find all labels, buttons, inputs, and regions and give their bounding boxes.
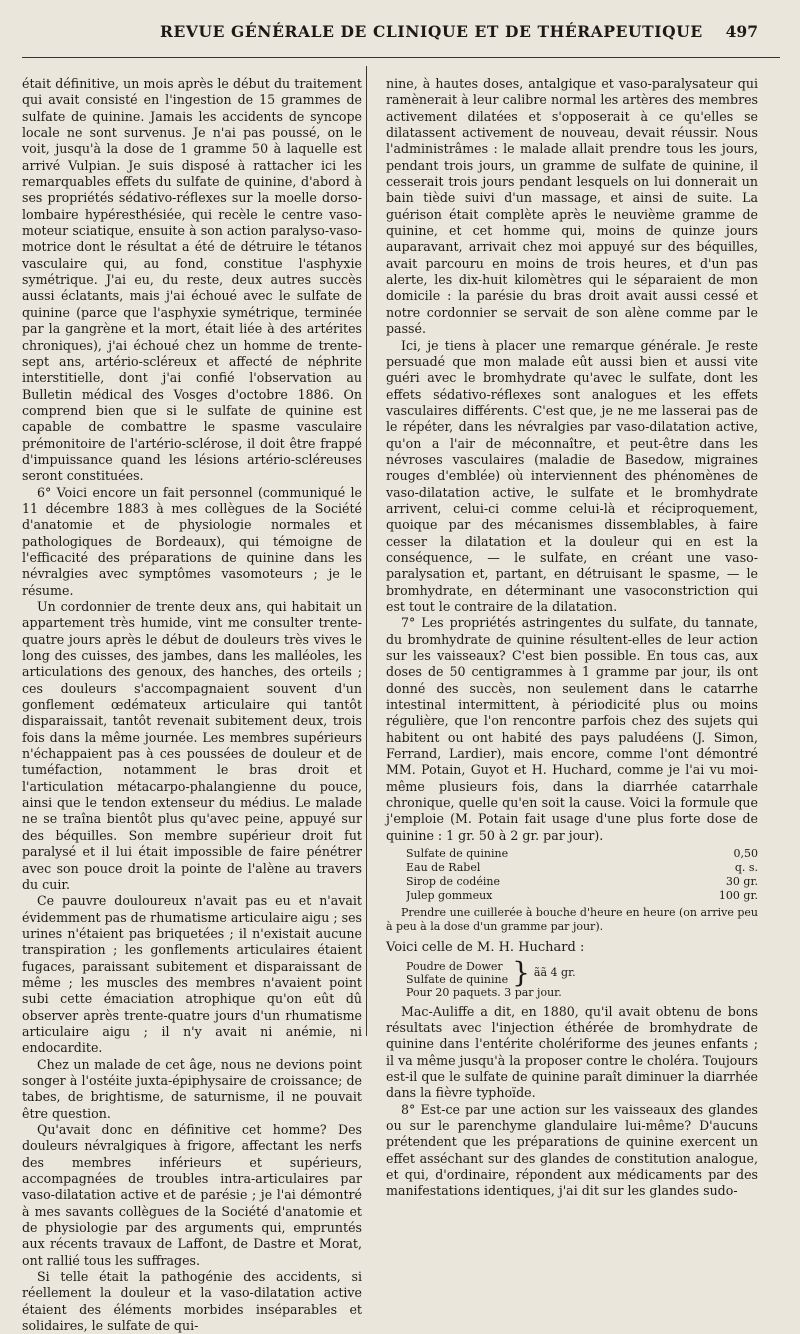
formula-note: Prendre une cuillerée à bouche d'heure en heure (on arrive peu à peu à la dose d'un gramme par jour). bbox=[386, 906, 758, 934]
paragraph: Qu'avait donc en définitive cet homme? Des douleurs névralgiques à frigore, affectant les nerfs des membres inférieurs et supérieurs, accompagnées de troubles intra-articulaires par vaso-dilatation active et de parésie ; je l'ai démontré à mes savants collègues de la Société d'anatomie et de physiologie par des arguments qui, empruntés aux récents travaux de Laffont, de Dastre et Morat, ont rallié tous les suffrages. bbox=[22, 1122, 362, 1268]
paragraph: Mac-Auliffe a dit, en 1880, qu'il avait obtenu de bons résultats avec l'injection éthérée de bromhydrate de quinine dans l'entérite cholériforme des jeunes enfants ; il va même jusqu'à la proposer contre le choléra. Toujours est-il que le sulfate de quinine paraît diminuer la diarrhée dans la fièvre typhoïde. bbox=[386, 1003, 758, 1101]
huchard-note: Pour 20 paquets. 3 par jour. bbox=[406, 985, 562, 999]
paragraph: était définitive, un mois après le début du traitement qui avait consisté en l'ingestion de 15 grammes de sulfate de quinine. Jamais les accidents de syncope locale ne sont survenus. Je n'ai pas poussé, on le voit, jusqu'à la dose de 1 gramme 50 à laquelle est arrivé Vulpian. Je suis disposé à rattacher ici les remarquables effets du sulfate de quinine, d'abord à ses propriétés sédativo-réflexes sur la moelle dorso-lombaire hypéresthésiée, qui recèle le centre vaso-moteur sciatique, ensuite à son action paralyso-vaso-motrice dont le résultat a été de détruire le tétanos vasculaire qui, au fond, constitue l'asphyxie symétrique. J'ai eu, du reste, deux autres succès aussi éclatants, mais j'ai échoué avec le sulfate de quinine (parce que l'asphyxie symétrique, terminée par la gangrène et la mort, était liée à des artérites chroniques), j'ai échoué chez un homme de trente-sept ans, artério-scléreux et affecté de néphrite interstitielle, dont j'ai confié l'observation au Bulletin médical des Vosges d'octobre 1886. On comprend bien que si le sulfate de quinine est capable de combattre le spasme vasculaire prémonitoire de l'artério-sclérose, il doit être frappé d'impuissance quand les lésions artério-scléreuses seront constituées. bbox=[22, 76, 362, 484]
paragraph: 8° Est-ce par une action sur les vaisseaux des glandes ou sur le parenchyme glandulaire lui-même? D'aucuns prétendent que les préparations de quinine exercent un effet asséchant sur des glandes de constitution analogue, et qui, d'ordinaire, répondent aux médicaments par des manifestations identiques, j'ai dit sur les glandes sudo- bbox=[386, 1101, 758, 1199]
formula-amount: 100 gr. bbox=[718, 889, 758, 903]
column-divider bbox=[366, 66, 367, 1036]
paragraph: Ici, je tiens à placer une remarque générale. Je reste persuadé que mon malade eût aussi bien et aussi vite guéri avec le bromhydrate qu'avec le sulfate, dont les effets sédativo-réflexes sont analogues et les effets vasculaires différents. C'est que, je ne me lasserai pas de le répéter, dans les névralgies par vaso-dilatation active, qu'on a l'air de méconnaître, et peut-être dans les névroses vasculaires (maladie de Basedow, migraines rouges d'emblée) où interviennent des phénomènes de vaso-dilatation active, le sulfate et le bromhydrate arrivent, celui-ci comme celui-là et réciproquement, quoique par des mécanismes dissemblables, à faire cesser la dilatation et la douleur qui en est la conséquence, — le sulfate, en créant une vaso-paralysation et, partant, en détruisant le spasme, — le bromhydrate, en déterminant une vasoconstriction qui est tout le contraire de la dilatation. bbox=[386, 337, 758, 614]
paragraph: Ce pauvre douloureux n'avait pas eu et n'avait évidemment pas de rhumatisme articulaire aigu ; ses urines n'étaient pas briquetées ; il n'existait aucune transpiration ; les gonflements articulaires étaient fugaces, paraissant subitement et disparaissant de même ; les muscles des membres n'avaient point subi cette émaciation atrophique qu'on eût dû observer après trente-quatre jours d'un rhumatisme articulaire aigu ; il n'y avait ni anémie, ni endocardite. bbox=[22, 893, 362, 1056]
huchard-title: Voici celle de M. H. Huchard : bbox=[386, 940, 585, 956]
formula-row bbox=[406, 875, 758, 889]
running-title: REVUE GÉNÉRALE DE CLINIQUE ET DE THÉRAPEUTIQUE bbox=[160, 22, 703, 41]
brace: } bbox=[512, 955, 530, 989]
page-header bbox=[0, 22, 800, 46]
formula-amount: q. s. bbox=[734, 861, 758, 875]
formula-ingredient: Julep gommeux bbox=[406, 889, 493, 903]
paragraph: Si telle était la pathogénie des accidents, si réellement la douleur et la vaso-dilatation active étaient des éléments morbides inséparables et solidaires, le sulfate de qui- bbox=[22, 1269, 362, 1334]
formula-ingredient: Sirop de codéine bbox=[406, 875, 500, 889]
left-column bbox=[22, 76, 362, 1334]
paragraph: Un cordonnier de trente deux ans, qui habitait un appartement très humide, vint me consulter trente-quatre jours après le début de douleurs très vives le long des cuisses, des jambes, dans les malléoles, les articulations des genoux, des hanches, des orteils ; ces douleurs s'accompagnaient souvent d'un gonflement œdémateux articulaire qui tantôt disparaissait, tantôt revenait subitement deux, trois fois dans la même journée. Les membres supérieurs n'échappaient pas à ces poussées de douleur et de tuméfaction, notamment le bras droit et l'articulation métacarpo-phalangienne du pouce, ainsi que le tendon extenseur du médius. Le malade ne se traîna bientôt plus qu'avec peine, appuyé sur des béquilles. Son membre supérieur droit fut paralysé et il lui était impossible de faire pénétrer avec son pouce droit la pointe de l'alène au travers du cuir. bbox=[22, 599, 362, 892]
huchard-items bbox=[406, 960, 508, 986]
huchard-item: Poudre de Dower bbox=[406, 959, 503, 973]
huchard-item: Sulfate de quinine bbox=[406, 972, 509, 986]
formula-row bbox=[406, 861, 758, 875]
paragraph: 7° Les propriétés astringentes du sulfate, du tannate, du bromhydrate de quinine résultent-elles de leur action sur les vaisseaux? C'est bien possible. En tous cas, aux doses de 50 centigrammes à 1 gramme par jour, ils ont donné des succès, non seulement dans le catarrhe intestinal intermittent, à périodicité plus ou moins régulière, que l'on rencontre parfois chez des sujets qui habitent ou ont habité des pays paludéens (J. Simon, Ferrand, Lardier), mais encore, comme l'ont démontré MM. Potain, Guyot et H. Huchard, comme je l'ai vu moi-même plusieurs fois, dans la diarrhée catarrhale chronique, quelle qu'en soit la cause. Voici la formule que j'emploie (M. Potain fait usage d'une plus forte dose de quinine : 1 gr. 50 à 2 gr. par jour). bbox=[386, 615, 758, 843]
formula-row bbox=[406, 889, 758, 903]
formula-amount: 0,50 bbox=[733, 847, 758, 861]
header-rule bbox=[22, 57, 780, 58]
page-number: 497 bbox=[725, 22, 758, 41]
paragraph: nine, à hautes doses, antalgique et vaso-paralysateur qui ramènerait à leur calibre normal les artères des membres activement dilatées et s'opposerait à ce qu'elles se dilatassent activement de nouveau, devait réussir. Nous l'administrâmes : le malade allait prendre tous les jours, pendant trois jours, un gramme de sulfate de quinine, il cesserait trois jours pendant lesquels on lui donnerait un bain tiède suivi d'un massage, et ainsi de suite. La guérison était complète après le neuvième gramme de quinine, et cet homme qui, moins de quinze jours auparavant, arrivait chez moi appuyé sur des béquilles, avait parcouru en moins de trois heures, et d'un pas alerte, les dix-huit kilomètres qui le séparaient de mon domicile : la parésie du bras droit avait aussi cessé et notre cordonnier se servait de son alène comme par le passé. bbox=[386, 76, 758, 337]
formula-table bbox=[406, 847, 758, 903]
formula-ingredient: Sulfate de quinine bbox=[406, 847, 509, 861]
paragraph: 6° Voici encore un fait personnel (communiqué le 11 décembre 1883 à mes collègues de la Société d'anatomie et de physiologie normales et pathologiques de Bordeaux), qui témoigne de l'efficacité des préparations de quinine dans les névralgies avec symptômes vasomoteurs ; je le résume. bbox=[22, 484, 362, 598]
formula-ingredient: Eau de Rabel bbox=[406, 861, 481, 875]
formula-amount: 30 gr. bbox=[725, 875, 758, 889]
right-column bbox=[386, 76, 758, 1200]
formula-row bbox=[406, 847, 758, 861]
huchard-formula bbox=[406, 955, 758, 989]
paragraph: Chez un malade de cet âge, nous ne devions point songer à l'ostéite juxta-épiphysaire de croissance; de tabes, de brightisme, de saturnisme, il ne pouvait être question. bbox=[22, 1056, 362, 1121]
huchard-amount: ãã 4 gr. bbox=[533, 966, 576, 979]
